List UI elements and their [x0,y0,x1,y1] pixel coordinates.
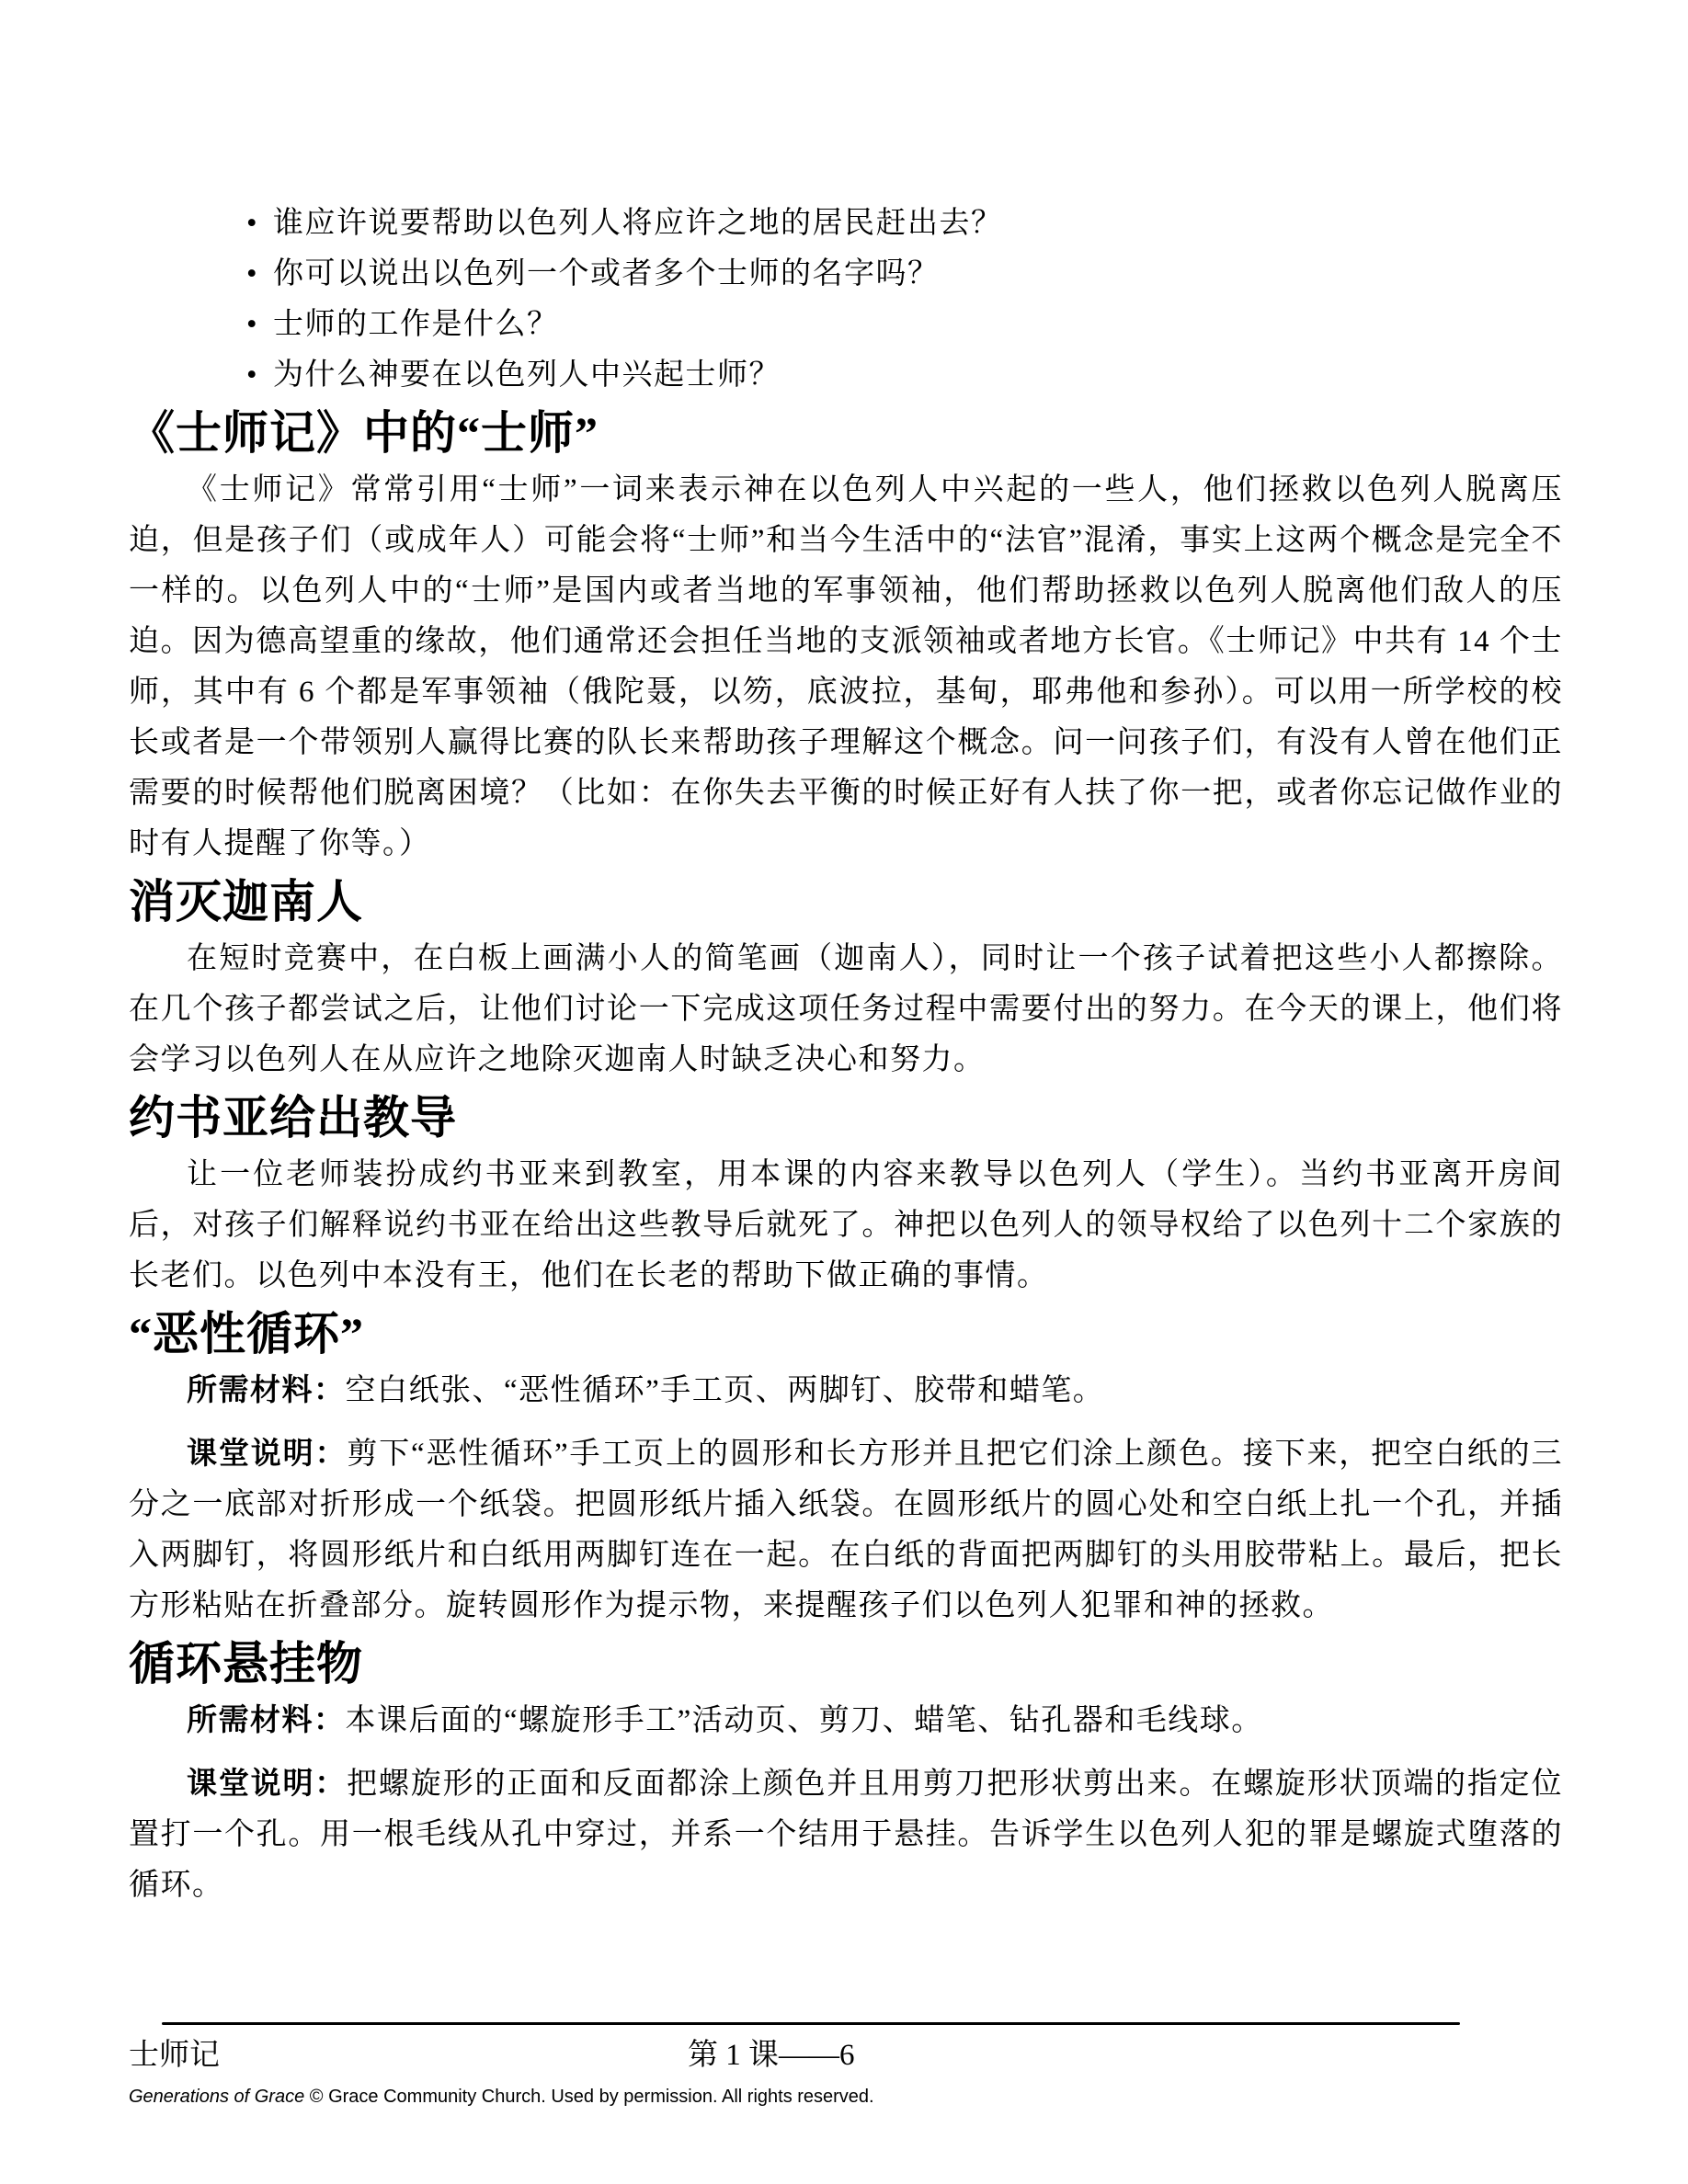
section-heading: 循环悬挂物 [129,1638,363,1689]
section-vicious-cycle [129,1307,1563,1632]
materials-label: 所需材料： [187,1704,346,1737]
materials-text: 空白纸张、“恶性循环”手工页、两脚钉、胶带和蜡笔。 [345,1374,1105,1407]
footer-credits [129,2086,1563,2108]
section-heading: 《士师记》中的“士师” [129,407,599,459]
footer-page-number: 第 1 课——6 [688,2039,855,2072]
section-paragraph: 《士师记》常常引用“士师”一词来表示神在以色列人中兴起的一些人，他们拯救以色列人脱离压迫，但是孩子们（或成年人）可能会将“士师”和当今生活中的“法官”混淆，事实上这两个概念是完全不一样的。以色列人中的“士师”是国内或者当地的军事领袖，他们帮助拯救以色列人脱离他们敌人的压迫。因为德高望重的缘故，他们通常还会担任当地的支派领袖或者地方长官。《士师记》中共有 14 个士师，其中有 6 个都是军事领袖（俄陀聂，以笏，底波拉，基甸，耶弗他和参孙）。可以用一所学校的校长或者是一个带领别人赢得比赛的队长来帮助孩子理解这个概念。问一问孩子们，有没有人曾在他们正需要的时候帮他们脱离困境？（比如：在你失去平衡的时候正好有人扶了你一把，或者你忘记做作业的时有人提醒了你等。） [129,473,1563,860]
section-cycle-mobile [129,1637,1563,1911]
section-paragraph: 在短时竞赛中，在白板上画满小人的简笔画（迦南人），同时让一个孩子试着把这些小人都擦除。在几个孩子都尝试之后，让他们讨论一下完成这项任务过程中需要付出的努力。在今天的课上，他们将会学习以色列人在从应许之地除灭迦南人时缺乏决心和努力。 [129,942,1563,1076]
list-item: • 士师的工作是什么？ [129,300,1563,350]
section-heading: 消灭迦南人 [129,876,363,927]
instructions-label: 课堂说明： [187,1438,348,1471]
instructions-text: 剪下“恶性循环”手工页上的圆形和长方形并且把它们涂上颜色。接下来，把空白纸的三分之一底部对折形成一个纸袋。把圆形纸片插入纸袋。在圆形纸片的圆心处和空白纸上扎一个孔，并插入两脚钉，将圆形纸片和白纸用两脚钉连在一起。在白纸的背面把两脚钉的头用胶带粘上。最后，把长方形粘贴在折叠部分。旋转圆形作为提示物，来提醒孩子们以色列人犯罪和神的拯救。 [129,1438,1563,1622]
instructions-label: 课堂说明： [187,1768,348,1801]
section-paragraph: 让一位老师装扮成约书亚来到教室，用本课的内容来教导以色列人（学生）。当约书亚离开房间后，对孩子们解释说约书亚在给出这些教导后就死了。神把以色列人的领导权给了以色列十二个家族的长老们。以色列中本没有王，他们在长老的帮助下做正确的事情。 [129,1158,1563,1292]
review-question-list [129,199,1563,401]
materials-label: 所需材料： [187,1374,346,1407]
section-judges-in-judges [129,406,1563,870]
materials-paragraph [129,1366,1563,1416]
footer-book-title: 士师记 [129,2039,220,2072]
footer-divider [162,2022,1460,2025]
list-item: • 你可以说出以色列一个或者多个士师的名字吗？ [129,249,1563,300]
instructions-paragraph [129,1429,1563,1632]
section-joshua-instructions [129,1091,1563,1302]
page-footer [129,2022,1563,2108]
list-item: • 谁应许说要帮助以色列人将应许之地的居民赶出去？ [129,199,1563,249]
materials-paragraph [129,1696,1563,1746]
instructions-text: 把螺旋形的正面和反面都涂上颜色并且用剪刀把形状剪出来。在螺旋形状顶端的指定位置打一个孔。用一根毛线从孔中穿过，并系一个结用于悬挂。告诉学生以色列人犯的罪是螺旋式堕落的循环。 [129,1768,1564,1902]
instructions-paragraph [129,1759,1563,1911]
credits-series-name: Generations of Grace [129,2087,305,2107]
section-heading: “恶性循环” [129,1308,364,1359]
section-destroy-canaanites [129,875,1563,1086]
materials-text: 本课后面的“螺旋形手工”活动页、剪刀、蜡笔、钻孔器和毛线球。 [345,1704,1263,1737]
list-item: • 为什么神要在以色列人中兴起士师？ [129,350,1563,401]
credits-text: © Grace Community Church. Used by permission. All rights reserved. [304,2087,874,2107]
section-heading: 约书亚给出教导 [129,1092,457,1143]
